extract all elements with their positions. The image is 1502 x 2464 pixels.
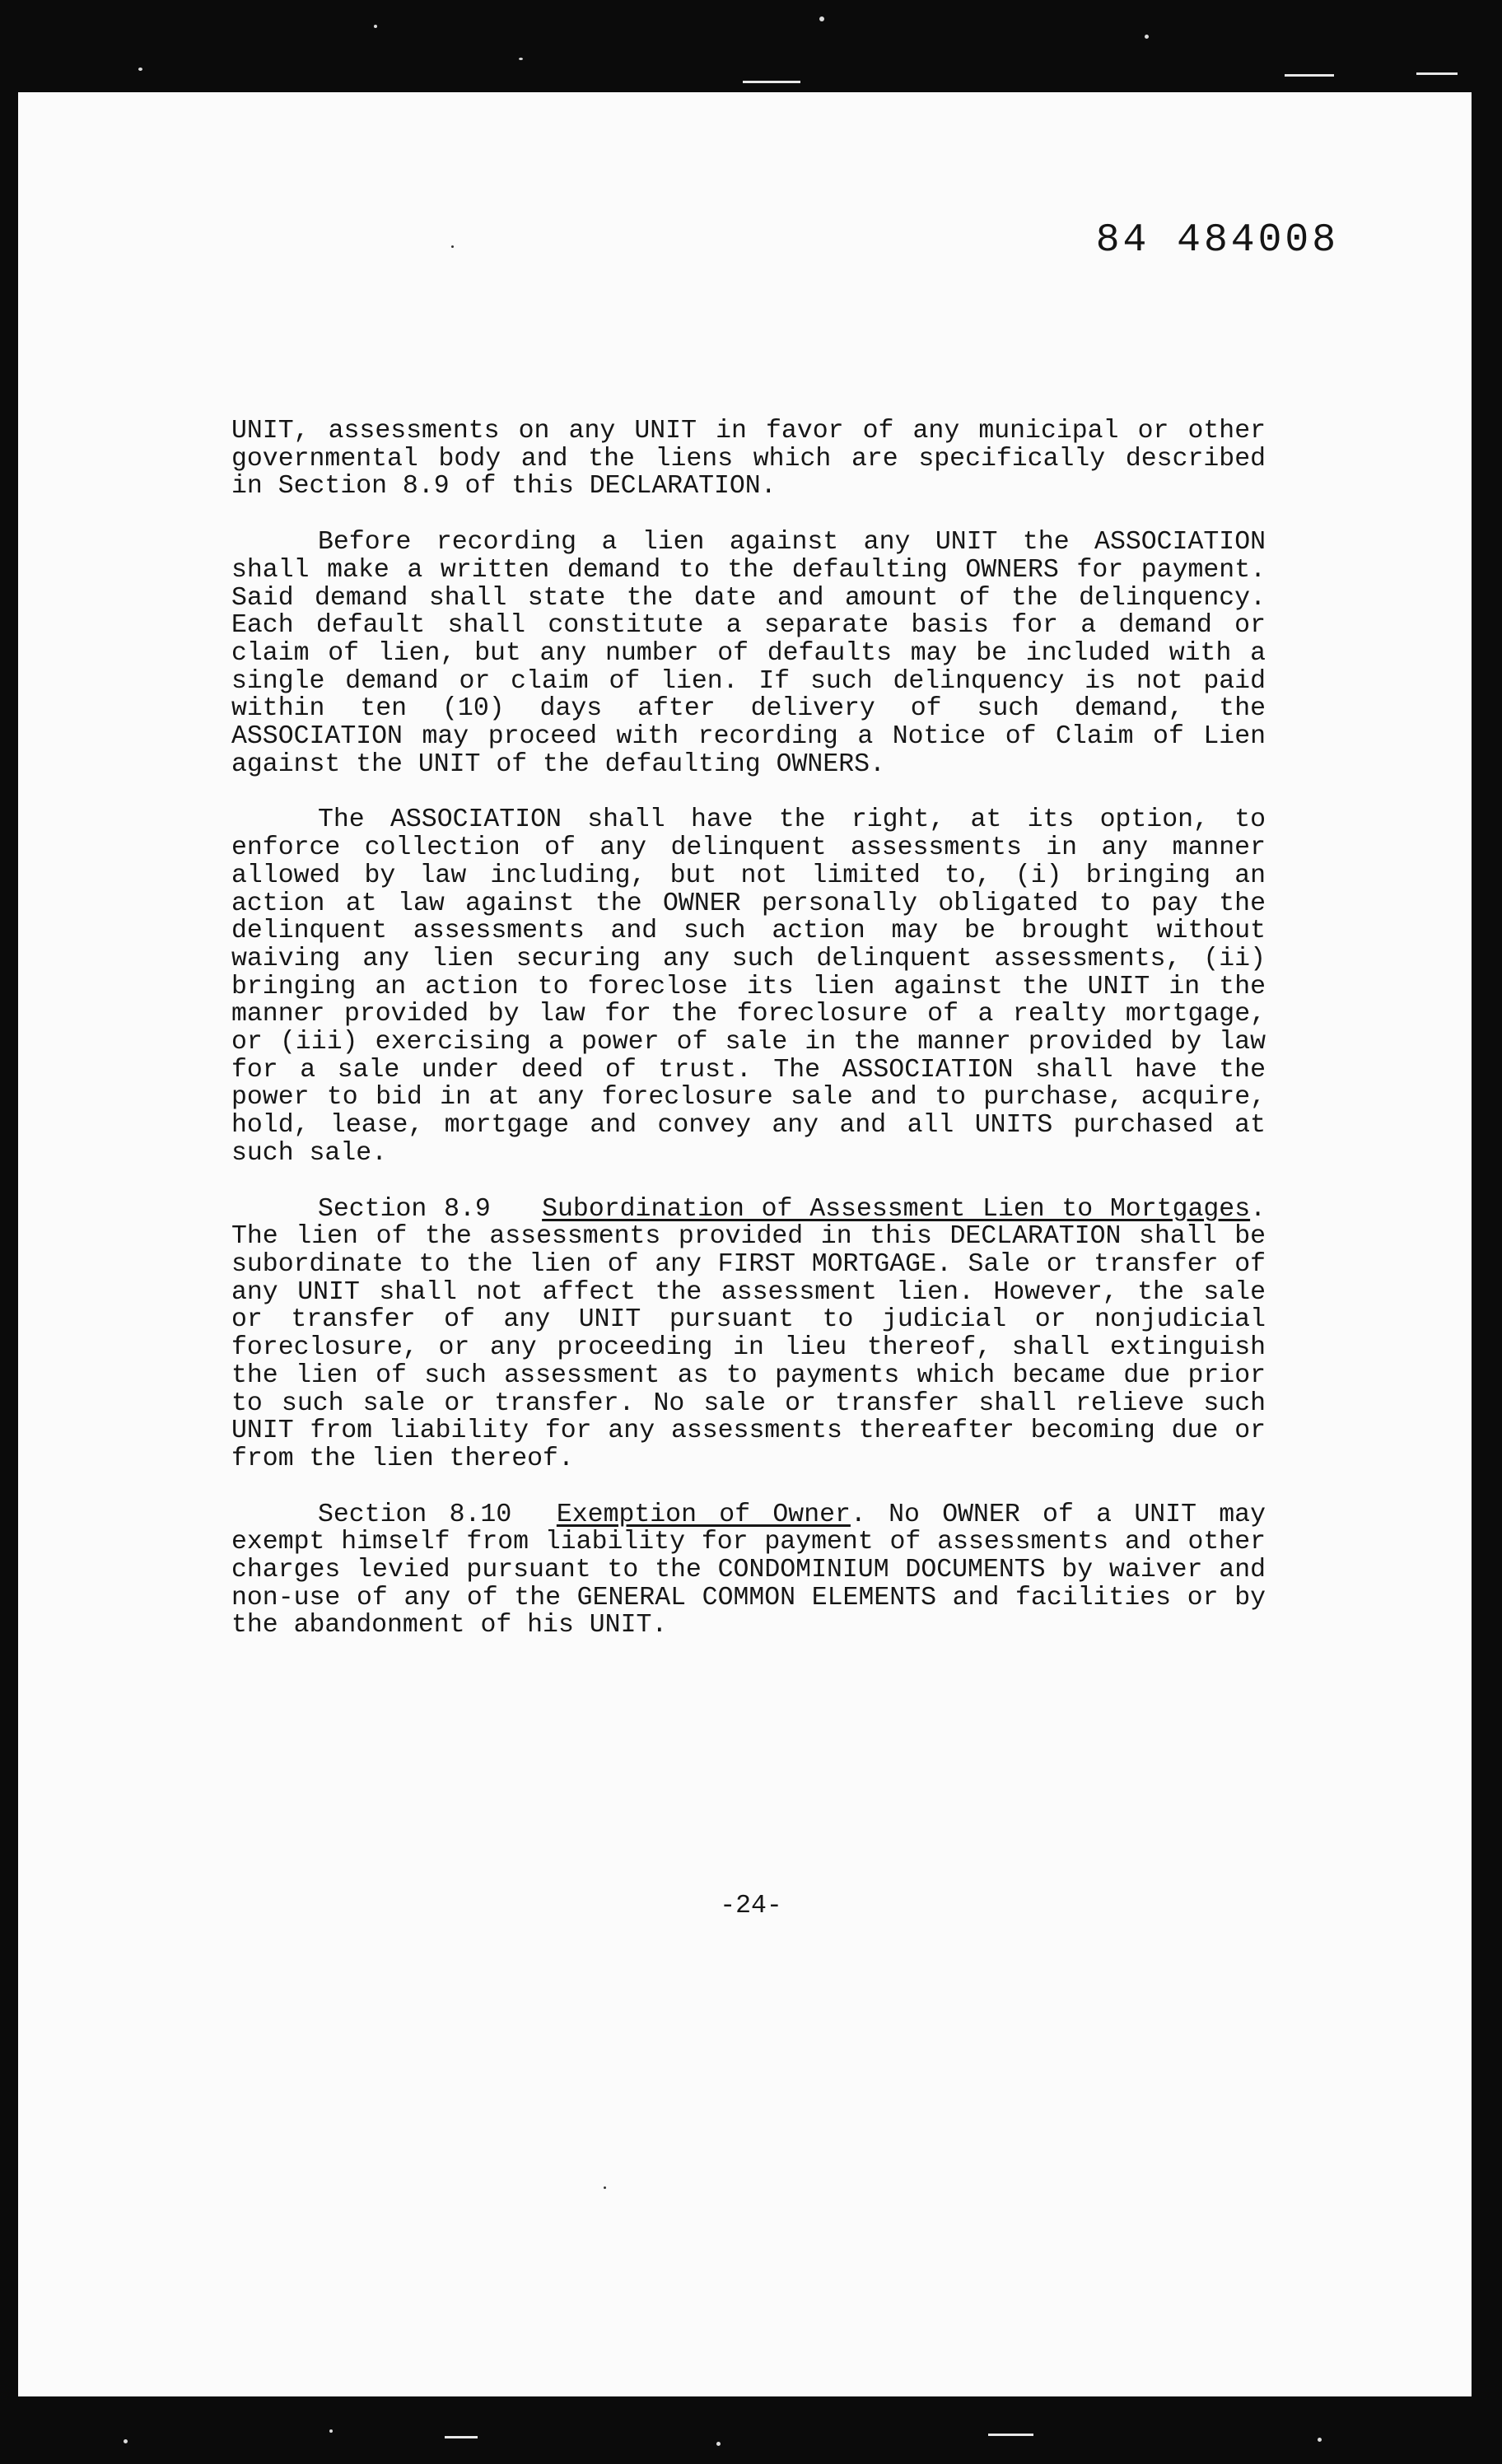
paragraph-lien-exceptions: UNIT, assessments on any UNIT in favor of any municipal or other governmental body and the liens which are specifically described in Section 8.9 of this DECLARATION. [231,417,1266,502]
scan-speck [716,2442,721,2446]
document-body [231,418,1266,1668]
scan-speck [1318,2438,1322,2442]
scan-speck [519,58,523,60]
scan-speck [819,16,824,21]
section-8-10-text: . No OWNER of a UNIT may exempt himself from liability for payment of assessments and other charges levied pursuant to the CONDOMINIUM DOCUMENTS by waiver and non-use of any of the GENERAL COMMON ELEMENTS and facilities or by the abandonment of his UNIT. [231,1500,1266,1640]
section-8-10-heading: Exemption of Owner [556,1500,851,1529]
section-8-9-label: Section 8.9 [318,1194,491,1224]
stray-mark [451,245,454,248]
scan-streak [1416,72,1458,75]
section-8-9-text: . The lien of the assessments provided in this DECLARATION shall be subordinate to the lien of any FIRST MORTGAGE. Sale or transfer of any UNIT shall not affect the assessment lien. However, the sale or transfer of any UNIT pursuant to judicial or nonjudicial foreclosure, or any proceeding in lieu thereof, shall extinguish the lien of such assessment as to payments which became due prior to such sale or transfer. No sale or transfer shall relieve such UNIT from liability for any assessments thereafter becoming due or from the lien thereof. [231,1194,1266,1473]
page-number: -24- [720,1892,782,1920]
recording-number: 84 484008 [1095,218,1339,263]
section-8-10 [231,1501,1266,1640]
scan-speck [374,25,377,28]
section-8-10-label: Section 8.10 [318,1500,512,1529]
scan-streak [988,2434,1033,2436]
section-8-9-heading: Subordination of Assessment Lien to Mortgages [542,1194,1251,1224]
stray-mark [604,2186,606,2189]
paragraph-collection-rights: The ASSOCIATION shall have the right, at its option, to enforce collection of any delinquent assessments in any manner allowed by law including, but not limited to, (i) bringing an action at law against the OWNER personally obligated to pay the delinquent assessments and such action may be brought without waiving any lien securing any such delinquent assessments, (ii) bringing an action to foreclose its lien against the UNIT in the manner provided by law for the foreclosure of a realty mortgage, or (iii) exercising a power of sale in the manner provided by law for a sale under deed of trust. The ASSOCIATION shall have the power to bid in at any foreclosure sale and to purchase, acquire, hold, lease, mortgage and convey any and all UNITS purchased at such sale. [231,805,1266,1168]
scan-speck [329,2429,333,2433]
scan-speck [138,68,142,71]
scan-streak [445,2436,478,2438]
paragraph-written-demand: Before recording a lien against any UNIT the ASSOCIATION shall make a written demand to the defaulting OWNERS for payment. Said demand shall state the date and amount of the delinquency. Each default shall constitute a separate basis for a demand or claim of lien, but any number of defaults may be included with a single demand or claim of lien. If such delinquency is not paid within ten (10) days after delivery of such demand, the ASSOCIATION may proceed with recording a Notice of Claim of Lien against the UNIT of the defaulting OWNERS. [231,528,1266,779]
scan-speck [124,2439,128,2443]
scan-streak [1285,74,1334,77]
scan-streak [743,81,800,83]
scan-speck [1145,35,1149,39]
section-8-9 [231,1196,1266,1473]
